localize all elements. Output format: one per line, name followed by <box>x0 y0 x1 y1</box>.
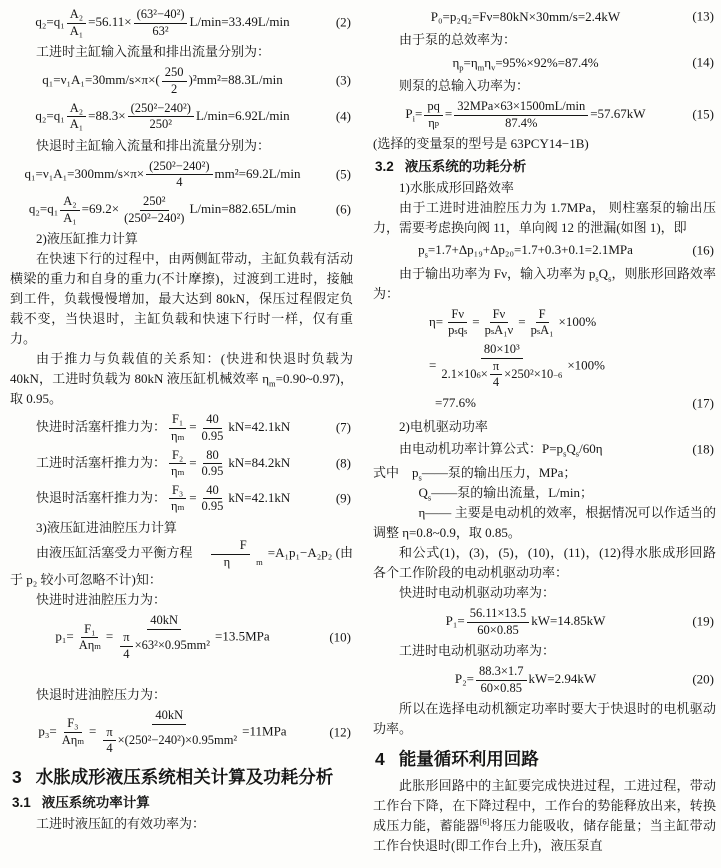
fraction-numerator: 40kN <box>147 613 181 630</box>
equation-number: (4) <box>335 108 351 124</box>
formula-body: 快退时活塞杆推力为： F₃ η m = $\frac{40}{0.95}$ kN=42.1kN <box>36 482 291 514</box>
section-heading <box>373 749 716 770</box>
fraction <box>134 7 188 39</box>
fraction-numerator: 40kN <box>152 708 186 725</box>
fraction <box>168 483 187 515</box>
paragraph: $Q_s——$泵的输出流量，L/min； <box>418 484 593 503</box>
fraction-denominator: 2 <box>171 81 178 96</box>
subscript: p <box>459 62 464 73</box>
fraction-denominator: η m <box>223 554 263 569</box>
subscript: s <box>418 472 422 483</box>
fraction-numerator: 88.3×1.7 <box>476 664 527 681</box>
vertical-gap <box>10 665 353 685</box>
fraction-denominator: 0.95 <box>201 499 224 514</box>
formula-body: p₃= F₃ Aη m = 40kN $\frac{\pi}{4}$ ×(250²−240²)×0.95mm² =11MPa <box>38 708 287 756</box>
fraction-numerator: F₁ <box>169 412 186 429</box>
equation-number: (20) <box>692 671 714 687</box>
equation-number: (15) <box>692 106 714 122</box>
paragraph: 由于工进时进油腔压力为 1.7MPa， 则柱塞泵的输出压力，需要考虑换向阀 11，单向阀 12 的泄漏(如图 1)，即 <box>373 199 716 235</box>
formula-body: $\eta_p=\eta_m\eta_v=95\%\times 92\%=87.4\%$ <box>452 54 599 73</box>
fraction-denominator: 60×0.85 <box>480 680 522 695</box>
paragraph: 工进时主缸输入流量和排出流量分别为： <box>36 44 271 60</box>
section-title: 液压系统功率计算 <box>41 795 150 810</box>
subscript: m <box>269 378 276 389</box>
display-formula <box>373 342 716 391</box>
paragraph: 由液压缸活塞受力平衡方程 F η m =A₁p₁−A₂p₂ (由于 p₂ 较小可忽略不计)知： <box>10 538 353 588</box>
paragraph: 3)液压缸进油腔压力计算 <box>36 520 177 535</box>
paragraph: 则泵的总输入功率为： <box>399 78 530 93</box>
display-formula <box>373 241 716 261</box>
paragraph: 由于输出功率为 Fν，输入功率为 $p_sQ_s$，则胀形回路效率为： <box>373 265 716 301</box>
formula-body: q₁=ν₁A₁=30mm/s×π×( $\frac{250}{2}$ )²mm²=88.3L/min <box>42 65 283 96</box>
fraction <box>168 448 187 480</box>
fraction-denominator: η p <box>428 115 440 130</box>
formula-body: P₀=p₂q₂=Fν=80kN×30mm/s=2.4kW <box>430 8 621 24</box>
equation-number: (12) <box>329 724 351 740</box>
display-formula <box>373 394 716 414</box>
fraction <box>454 99 588 131</box>
fraction-numerator: F₃ <box>64 716 81 733</box>
display-formula <box>373 664 716 696</box>
fraction-denominator: 87.4% <box>505 115 538 130</box>
fraction-denominator: η m <box>171 428 185 443</box>
fraction <box>199 412 227 444</box>
display-formula <box>10 159 353 191</box>
fraction-denominator: 4 <box>492 375 500 390</box>
subscript: s <box>563 449 567 460</box>
section-title: 水胀成形液压系统相关计算及功耗分析 <box>35 767 334 787</box>
display-formula <box>10 483 353 515</box>
fraction <box>67 7 86 39</box>
paragraph: 所以在选择电动机额定功率时要大于快退时的电机驱动功率。 <box>373 701 716 737</box>
section-number: 4 <box>375 749 385 770</box>
fraction-numerator: 56.11×13.5 <box>467 606 530 623</box>
paragraph: 和公式(1)，(3)，(5)，(10)，(11)，(12)得水胀成形回路各个工作阶段的电动机驱动功率： <box>373 544 716 580</box>
paragraph: 此胀形回路中的主缸要完成快进过程，工进过程，带动工作台下降，在下降过程中，工作台的势能释放出来，转换成压力能，蓄能器[6]将压力能吸收，储存能量；当主缸带动工作台快退时(即工作台上升)，液压泵直 <box>373 778 716 854</box>
equation-number: (14) <box>692 54 714 70</box>
fraction <box>195 538 266 570</box>
fraction-numerator: π <box>120 630 132 647</box>
paragraph: 式中 $p_s——$泵的输出压力，MPa； <box>373 464 577 483</box>
fraction-numerator: (63²−40²) <box>134 7 188 24</box>
fraction-numerator: 250² <box>140 194 169 211</box>
display-formula <box>10 194 353 226</box>
fraction-numerator: 32MPa×63×1500mL/min <box>454 99 588 116</box>
fraction-numerator: F₃ <box>169 483 186 500</box>
fraction-denominator: 250² <box>149 117 173 132</box>
fraction-denominator: p s q s <box>448 323 468 338</box>
formula-body: q₂=q₁ $\frac{\text{A₂}}{\text{A₁}}$ =69.2× $\frac{\text{250²}}{\text{(250²−240²)}}$ L/min=882.65L/min <box>28 194 297 225</box>
subscript: i <box>412 113 416 124</box>
fraction-denominator: (250²−240²) <box>124 210 185 225</box>
fraction-numerator: A₂ <box>67 101 86 118</box>
subscript: v <box>491 62 496 73</box>
formula-body: P₂= $\frac{88.3\times 1.7}{60\times 0.85}$ kW=2.94kW <box>454 664 597 695</box>
paragraph: 由于泵的总效率为： <box>399 32 517 47</box>
fraction-denominator: 2.1×10 6 × $\frac{\pi}{4}$ ×250²×10 −6 <box>441 358 563 390</box>
fraction-denominator: 0.95 <box>201 464 224 479</box>
subsection-heading <box>10 794 353 812</box>
fraction <box>424 99 443 131</box>
fraction-numerator: (250²−240²) <box>128 101 194 118</box>
fraction <box>76 622 104 654</box>
fraction-numerator: 80×10³ <box>481 342 523 359</box>
display-formula <box>373 53 716 73</box>
equation-number: (10) <box>329 629 351 645</box>
fraction-denominator: Aη m <box>78 638 101 653</box>
fraction-numerator: F <box>536 307 549 324</box>
equation-number: (13) <box>692 8 714 24</box>
fraction <box>199 448 227 480</box>
paragraph: 快进时进油腔压力为： <box>36 592 167 608</box>
display-formula <box>10 101 353 133</box>
section-title: 能量循环利用回路 <box>398 749 539 770</box>
fraction-denominator: A₁ <box>63 210 77 225</box>
display-formula <box>373 307 716 339</box>
equation-number: (2) <box>335 14 351 30</box>
paragraph: 1)水胀成形回路效率 <box>399 179 514 195</box>
paragraph: 快退时进油腔压力为： <box>36 687 167 703</box>
display-formula <box>373 440 716 460</box>
fraction-numerator: Fν <box>490 307 509 324</box>
fraction-numerator: F <box>211 538 250 555</box>
fraction <box>467 606 530 638</box>
formula-body: q₂=q₁ $\frac{\text{A₂}}{\text{A₁}}$ =56.11× $\frac{\text{(63²−40²)}}{\text{63²}}$ L/min=33.49L/min <box>35 7 290 38</box>
fraction-numerator: 250 <box>162 65 187 82</box>
fraction-numerator: Fν <box>448 307 467 324</box>
equation-number: (17) <box>692 395 714 411</box>
fraction <box>59 716 87 748</box>
equation-number: (19) <box>692 613 714 629</box>
left-column <box>10 4 353 868</box>
fraction-denominator: p s A₁ <box>530 323 554 338</box>
fraction <box>490 359 502 391</box>
paragraph: 由于推力与负载值的关系知：(快进和快退时负载为 40kN，工进时负载为 80kN 液压缸机械效率 $\eta_m=0.90\sim 0.97$)，取 0.95。 <box>10 351 353 407</box>
fraction <box>162 65 187 97</box>
fraction-numerator: (250²−240²) <box>146 159 212 176</box>
equation-number: (8) <box>335 455 351 471</box>
fraction-numerator: 40 <box>203 412 222 429</box>
display-formula <box>373 99 716 131</box>
paragraph: 工进时电动机驱动功率为： <box>399 643 556 659</box>
formula-body: $p_s=1.7+\Delta p_{19}+\Delta p_{20}=1.7+0.3+0.1=2.1MPa$ <box>418 242 633 260</box>
fraction-numerator: A₂ <box>67 7 86 24</box>
paragraph: (选择的变量泵的型号是 63PCY14−1B) <box>373 136 589 152</box>
display-formula <box>373 7 716 27</box>
paragraph: η—— 主要是电动机的效率，根据情况可以作适当的调整 η=0.8~0.9，取 0.85。 <box>373 504 716 540</box>
subscript: s <box>424 249 428 260</box>
fraction-denominator: $\frac{\pi}{4}$ ×63²×0.95mm² <box>115 630 213 662</box>
display-formula <box>10 613 353 662</box>
equation-number: (6) <box>335 201 351 217</box>
fraction-denominator: Aη m <box>61 733 84 748</box>
fraction <box>128 101 194 133</box>
fraction <box>168 412 187 444</box>
formula-body: =77.6% <box>435 395 476 411</box>
formula-body: 快进时活塞杆推力为： F₁ η m = $\frac{40}{0.95}$ kN=42.1kN <box>36 412 291 443</box>
superscript: [6] <box>479 817 490 828</box>
fraction-numerator: π <box>103 725 115 742</box>
equation-number: (18) <box>692 441 714 457</box>
display-formula <box>10 7 353 39</box>
fraction-denominator: η m <box>171 499 185 514</box>
fraction <box>115 613 213 662</box>
fraction <box>438 342 565 391</box>
fraction-denominator: 63² <box>152 23 169 38</box>
equation-number: (9) <box>335 490 351 506</box>
display-formula <box>10 412 353 444</box>
section-number: 3.1 <box>12 795 31 810</box>
subscript: s <box>595 273 599 284</box>
fraction <box>482 307 517 339</box>
fraction-denominator: A₁ <box>69 117 84 132</box>
fraction-numerator: π <box>490 359 502 376</box>
formula-body: q₂=q₁ $\frac{\text{A₂}}{\text{A₁}}$ =88.3× $\frac{\text{(250²−240²)}}{\text{250²}}$ L/min=6.92L/min <box>35 100 290 132</box>
right-column <box>373 4 716 868</box>
fraction-denominator: 4 <box>123 646 130 661</box>
equation-number: (3) <box>335 72 351 88</box>
fraction <box>199 483 227 515</box>
formula-body: 工进时活塞杆推力为： F₂ η m = $\frac{80}{0.95}$ kN=84.2kN <box>36 447 291 479</box>
fraction <box>121 194 187 226</box>
display-formula <box>10 708 353 757</box>
fraction-numerator: 40 <box>203 483 222 500</box>
fraction-denominator: $\frac{\pi}{4}$ ×(250²−240²)×0.95mm² <box>98 725 240 757</box>
fraction-denominator: p s A₁ν <box>484 323 514 338</box>
paragraph: 2)液压缸推力计算 <box>36 231 138 247</box>
section-title: 液压系统的功耗分析 <box>404 159 527 175</box>
equation-number: (5) <box>335 166 351 182</box>
fraction <box>98 708 240 757</box>
fraction-numerator: A₂ <box>60 194 79 211</box>
fraction-numerator: F₁ <box>81 622 98 639</box>
subsection-heading <box>373 158 716 176</box>
fraction-denominator: 4 <box>106 741 113 756</box>
fraction-numerator: pq <box>424 99 443 116</box>
section-heading <box>10 767 353 788</box>
subscript: m <box>477 62 485 73</box>
display-formula <box>373 606 716 638</box>
fraction <box>120 630 132 662</box>
fraction <box>476 664 527 696</box>
fraction-denominator: 0.95 <box>201 428 224 443</box>
paragraph: 2)电机驱动功率 <box>399 418 488 434</box>
fraction <box>146 159 212 191</box>
paragraph: 快退时主缸输入流量和排出流量分别为： <box>36 137 271 153</box>
formula-body: $P_i=$ pq η p = 32MPa×63×1500mL/min 87.4% =57.67kW <box>405 99 646 130</box>
paragraph: 工进时液压缸的有效功率为： <box>36 815 206 831</box>
fraction <box>528 307 557 339</box>
equation-number: (16) <box>692 242 714 258</box>
display-formula <box>10 65 353 97</box>
formula-body: 由电动机功率计算公式：$P=p_sQ_s/60\eta$ <box>399 441 603 460</box>
fraction <box>103 725 115 757</box>
formula-body: P₁= $\frac{56.11\times 13.5}{60\times 0.85}$ kW=14.85kW <box>445 605 606 637</box>
fraction-denominator: η m <box>171 464 185 479</box>
formula-body: η= Fν p s q s = Fν p s A₁ν = F p s A₁ ×100% <box>429 306 597 338</box>
paragraph: 快进时电动机驱动功率为： <box>399 584 556 600</box>
fraction-numerator: F₂ <box>169 448 186 465</box>
formula-body: q₁=ν₁A₁=300mm/s×π× $\frac{\text{(250²−240²)}}{4}$ mm²=69.2L/min <box>24 158 301 190</box>
fraction <box>60 194 79 226</box>
fraction-numerator: 80 <box>203 448 222 465</box>
section-number: 3.2 <box>375 159 394 175</box>
paragraph: 在快速下行的过程中，由两侧缸带动，主缸负载有活动横梁的重力和自身的重力(不计摩擦)，过渡到工进时，接触到工件，负载慢慢增加，最大达到 80kN，保压过程假定负载不变，当快退时，主缸负载和快速下行时一样，仅有重力。 <box>10 251 353 347</box>
equation-number: (7) <box>335 419 351 435</box>
formula-body: = 80×10³ 2.1×10 6 × $\frac{\pi}{4}$ ×250²×10 −6 ×100% <box>429 342 605 390</box>
fraction-denominator: 4 <box>176 175 183 190</box>
fraction-denominator: A₁ <box>69 23 84 38</box>
fraction <box>445 307 470 339</box>
subscript: s <box>427 492 432 503</box>
section-number: 3 <box>12 767 22 787</box>
fraction <box>67 101 86 133</box>
subscript: s <box>608 273 612 284</box>
subscript: s <box>575 449 580 460</box>
formula-body: p₁= F₁ Aη m = 40kN $\frac{\pi}{4}$ ×63²×0.95mm² =13.5MPa <box>55 613 270 661</box>
fraction-denominator: 60×0.85 <box>477 622 519 637</box>
display-formula <box>10 448 353 480</box>
